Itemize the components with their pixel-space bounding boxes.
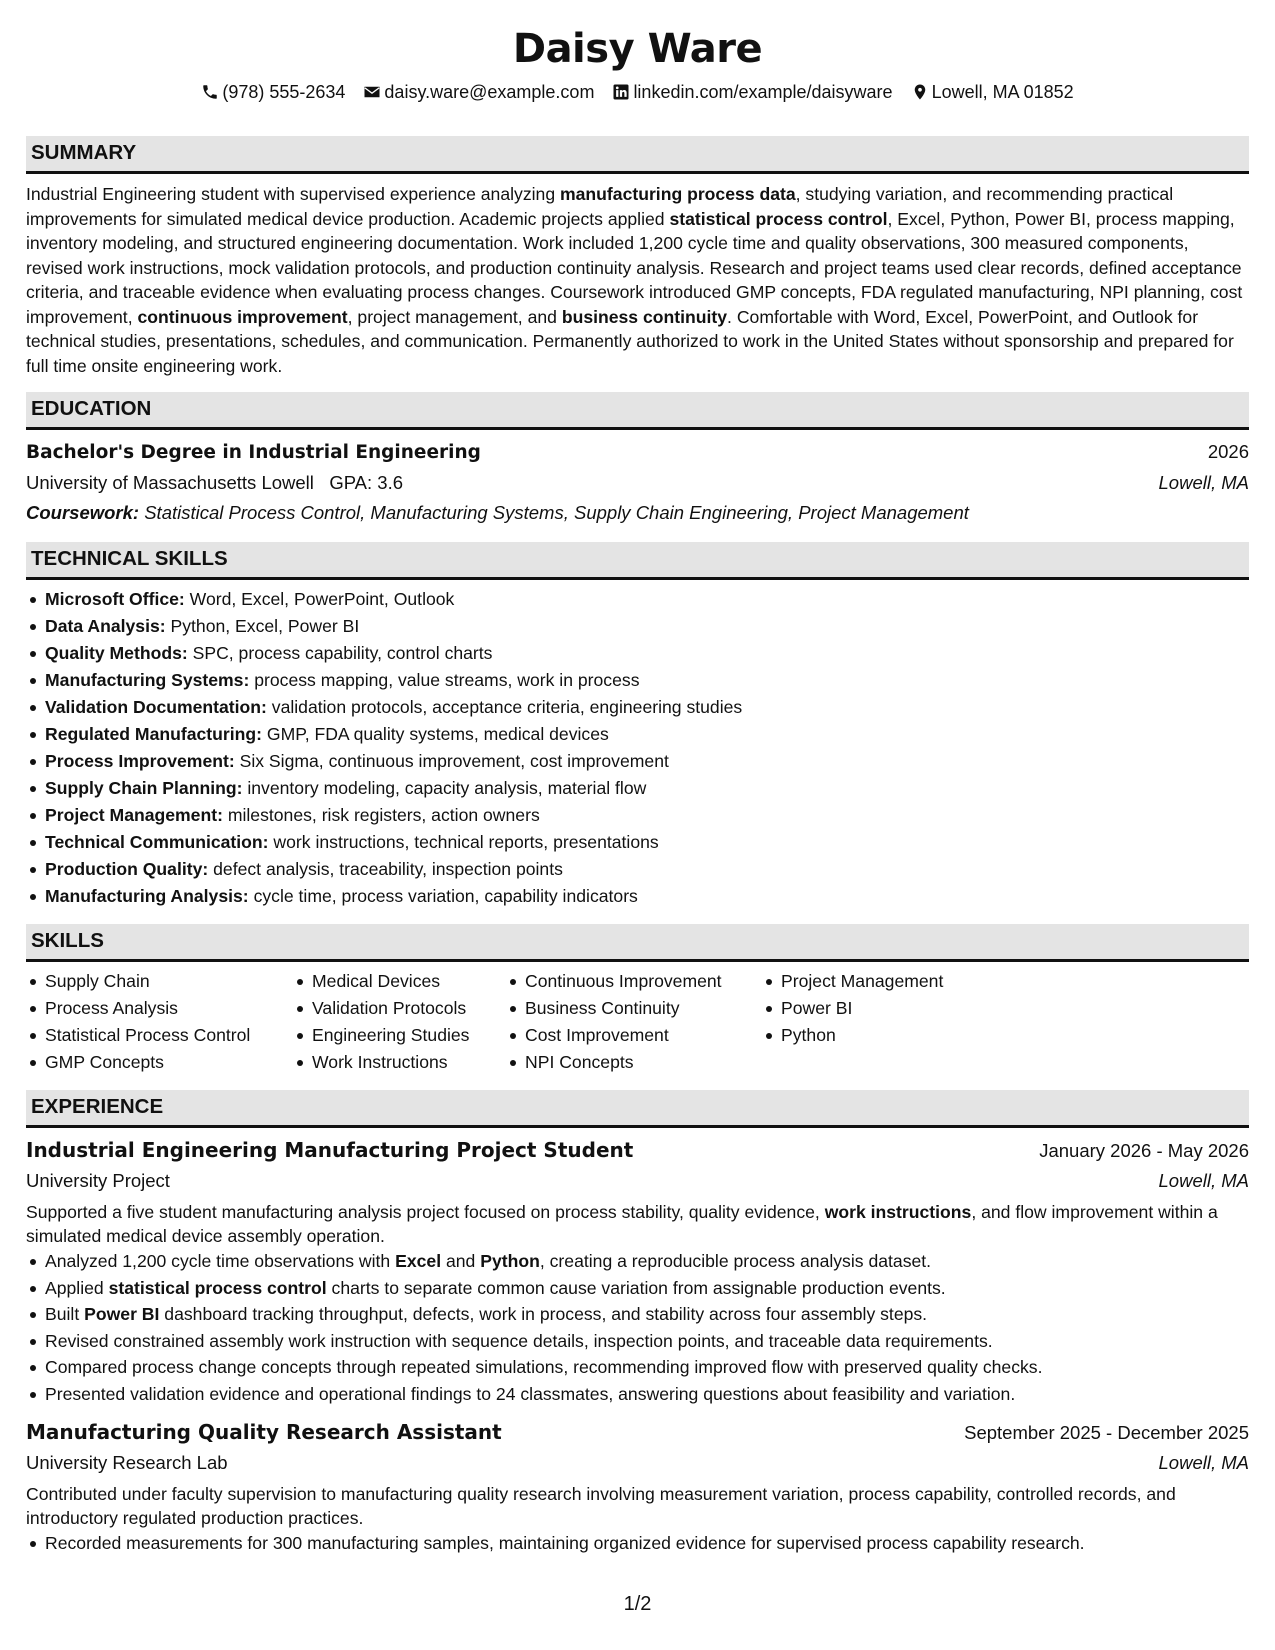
job-org: University Project	[26, 1170, 170, 1191]
skills-column	[26, 968, 293, 1076]
coursework-list: Statistical Process Control, Manufacturing Systems, Supply Chain Engineering, Project Management	[144, 502, 969, 523]
technical-skills-heading: TECHNICAL SKILLS	[26, 542, 1249, 580]
job-title: Industrial Engineering Manufacturing Project Student	[26, 1138, 634, 1162]
list-item: Data Analysis: Python, Excel, Power BI	[26, 613, 1249, 640]
list-item: Revised constrained assembly work instruction with sequence details, inspection points, and traceable data requirements.	[26, 1328, 1249, 1355]
phone-text: (978) 555-2634	[222, 82, 346, 102]
list-item: Applied statistical process control charts to separate common cause variation from assignable production events.	[26, 1275, 1249, 1302]
linkedin-link[interactable]: linkedin.com/example/daisyware	[633, 82, 893, 102]
list-item: NPI Concepts	[506, 1049, 762, 1076]
list-item: Business Continuity	[506, 995, 762, 1022]
list-item: Compared process change concepts through repeated simulations, recommending improved flow with preserved quality checks.	[26, 1354, 1249, 1381]
list-item: Work Instructions	[293, 1049, 506, 1076]
job-description: Contributed under faculty supervision to manufacturing quality research involving measurement variation, process capability, controlled records, and introductory regulated production practices.	[26, 1484, 1176, 1528]
list-item: Statistical Process Control	[26, 1022, 293, 1049]
list-item: Project Management	[762, 968, 1022, 995]
phone-icon	[201, 83, 219, 101]
list-item: Regulated Manufacturing: GMP, FDA quality systems, medical devices	[26, 721, 1249, 748]
job-entry	[26, 1417, 1249, 1557]
job-title: Manufacturing Quality Research Assistant	[26, 1420, 502, 1444]
list-item: Quality Methods: SPC, process capability, control charts	[26, 640, 1249, 667]
list-item: Built Power BI dashboard tracking throughput, defects, work in process, and stability across four assembly steps.	[26, 1301, 1249, 1328]
list-item: Production Quality: defect analysis, traceability, inspection points	[26, 856, 1249, 883]
list-item: Manufacturing Systems: process mapping, value streams, work in process	[26, 667, 1249, 694]
contact-email[interactable]	[363, 80, 594, 104]
skills-column	[293, 968, 506, 1076]
job-location: Lowell, MA	[1158, 1452, 1249, 1473]
list-item: Continuous Improvement	[506, 968, 762, 995]
map-pin-icon	[911, 83, 929, 101]
job-entry	[26, 1135, 1249, 1407]
technical-skills-list	[26, 586, 1249, 910]
list-item: Presented validation evidence and operational findings to 24 classmates, answering questions about feasibility and variation.	[26, 1381, 1249, 1408]
skills-column	[762, 968, 1022, 1076]
list-item: Validation Protocols	[293, 995, 506, 1022]
list-item: Process Improvement: Six Sigma, continuous improvement, cost improvement	[26, 748, 1249, 775]
location-text: Lowell, MA 01852	[931, 82, 1074, 102]
contact-location	[911, 80, 1074, 104]
skills-column	[506, 968, 762, 1076]
job-bullets	[26, 1530, 1249, 1557]
list-item: Python	[762, 1022, 1022, 1049]
list-item: Validation Documentation: validation protocols, acceptance criteria, engineering studies	[26, 694, 1249, 721]
page-number: 1/2	[623, 1593, 652, 1615]
job-location: Lowell, MA	[1158, 1170, 1249, 1191]
list-item: Supply Chain Planning: inventory modeling, capacity analysis, material flow	[26, 775, 1249, 802]
skills-grid	[26, 968, 1249, 1076]
list-item: Cost Improvement	[506, 1022, 762, 1049]
list-item: GMP Concepts	[26, 1049, 293, 1076]
envelope-icon	[363, 83, 381, 101]
summary-heading: SUMMARY	[26, 136, 1249, 174]
email-link[interactable]: daisy.ware@example.com	[384, 82, 595, 102]
contact-bar	[26, 80, 1249, 104]
school-location: Lowell, MA	[1158, 472, 1249, 493]
summary-text: Industrial Engineering student with supervised experience analyzing manufacturing process data, studying variation, and recommending practical improvements for simulated medical device production. Academic projects applied statistical process control, Excel, Python, Power BI, process mapping, inventory modeling, and structured engineering documentation. Work included 1,200 cycle time and quality observations, 300 measured components, revised work instructions, mock validation protocols, and production continuity analysis. Research and project teams used clear records, defined acceptance criteria, and traceable evidence when evaluating process changes. Coursework introduced GMP concepts, FDA regulated manufacturing, NPI planning, cost improvement, continuous improvement, project management, and business continuity. Comfortable with Word, Excel, PowerPoint, and Outlook for technical studies, presentations, schedules, and communication. Permanently authorized to work in the United States without sponsorship and prepared for full time onsite engineering work.	[26, 184, 1243, 376]
job-dates: January 2026 - May 2026	[1039, 1140, 1249, 1161]
list-item: Manufacturing Analysis: cycle time, process variation, capability indicators	[26, 883, 1249, 910]
job-bullets	[26, 1248, 1249, 1407]
linkedin-icon	[612, 83, 630, 101]
job-org: University Research Lab	[26, 1452, 228, 1473]
school-name: University of Massachusetts Lowell	[26, 472, 314, 493]
list-item: Recorded measurements for 300 manufacturing samples, maintaining organized evidence for supervised process capability research.	[26, 1530, 1249, 1557]
resume-page	[26, 0, 1249, 1557]
school-line	[26, 468, 403, 498]
gpa: GPA: 3.6	[329, 472, 404, 493]
graduation-year: 2026	[1207, 441, 1249, 462]
list-item: Analyzed 1,200 cycle time observations with Excel and Python, creating a reproducible process analysis dataset.	[26, 1248, 1249, 1275]
contact-linkedin[interactable]	[612, 80, 892, 104]
list-item: Supply Chain	[26, 968, 293, 995]
coursework	[26, 498, 1249, 528]
list-item: Technical Communication: work instructions, technical reports, presentations	[26, 829, 1249, 856]
list-item: Medical Devices	[293, 968, 506, 995]
education-entry	[26, 437, 1249, 528]
education-heading: EDUCATION	[26, 392, 1249, 430]
list-item: Power BI	[762, 995, 1022, 1022]
job-description: Supported a five student manufacturing analysis project focused on process stability, quality evidence, work instructions, and flow improvement within a simulated medical device assembly operation.	[26, 1202, 1218, 1246]
list-item: Microsoft Office: Word, Excel, PowerPoint, Outlook	[26, 586, 1249, 613]
list-item: Process Analysis	[26, 995, 293, 1022]
list-item: Project Management: milestones, risk registers, action owners	[26, 802, 1249, 829]
list-item: Engineering Studies	[293, 1022, 506, 1049]
coursework-label: Coursework:	[26, 502, 140, 523]
job-dates: September 2025 - December 2025	[964, 1422, 1249, 1443]
skills-heading: SKILLS	[26, 924, 1249, 962]
experience-heading: EXPERIENCE	[26, 1090, 1249, 1128]
contact-phone	[201, 80, 345, 104]
candidate-name: Daisy Ware	[512, 26, 763, 72]
degree: Bachelor's Degree in Industrial Engineering	[26, 442, 481, 463]
